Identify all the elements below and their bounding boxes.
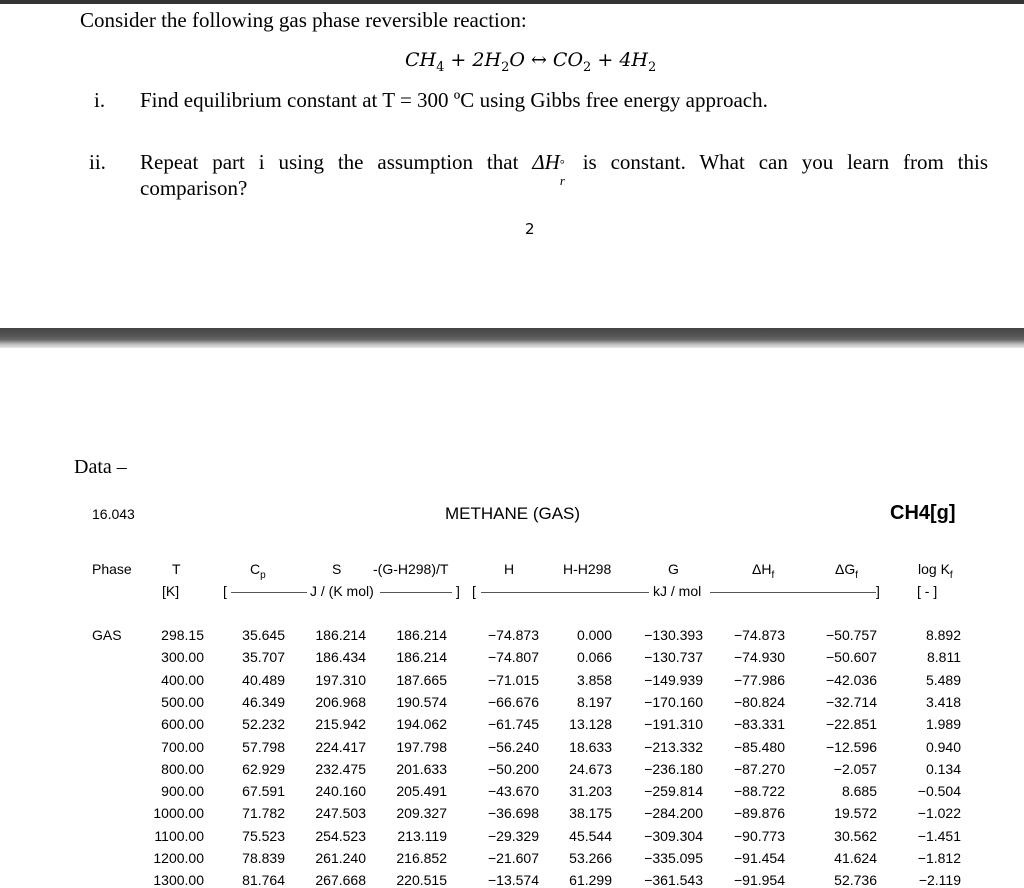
table-cell-g: −236.180: [644, 760, 703, 777]
col-header-t: T: [172, 561, 181, 577]
col-header-dhf: $\Delta H_f$: [752, 561, 775, 581]
table-cell-dgf: −22.851: [826, 716, 877, 733]
table-cell-cp: 52.232: [242, 716, 285, 733]
table-cell-dhf: −85.480: [734, 738, 785, 755]
unit-logk: [ - ]: [917, 583, 938, 599]
table-cell-s: 247.503: [315, 805, 366, 822]
table-cell-dhf: −80.824: [734, 693, 785, 710]
table-cell-dhf: −77.986: [734, 671, 785, 688]
part-i-text: Find equilibrium constant at T = 300 ºC using Gibbs free energy approach.: [140, 88, 768, 112]
table-cell-h: −50.200: [488, 760, 539, 777]
table-cell-logk: −1.022: [917, 805, 961, 822]
table-cell-g: −335.095: [644, 850, 703, 866]
col-header-dgf: $\Delta G_f$: [835, 561, 859, 581]
table-cell-t: 1200.00: [153, 850, 204, 866]
table-cell-dgf: 19.572: [834, 805, 877, 822]
molar-mass: 16.043: [92, 506, 135, 522]
table-cell-h-h298: 8.197: [576, 693, 612, 710]
part-ii-text-line2: comparison?: [140, 176, 248, 200]
table-cell-s: 197.310: [315, 671, 366, 688]
table-cell-t: 298.15: [161, 627, 204, 643]
table-cell-cp: 62.929: [242, 760, 285, 777]
table-cell-logk: −1.451: [917, 827, 961, 844]
table-cell-dgf: −12.596: [826, 738, 877, 755]
table-cell-t: 800.00: [161, 760, 204, 777]
table-cell-logk: 5.489: [925, 671, 961, 688]
col-header-h-h298: H-H298: [563, 561, 612, 577]
table-cell-logk: 1.989: [925, 716, 961, 733]
table-cell-logk: 3.418: [925, 693, 961, 710]
table-cell-dhf: −74.930: [734, 649, 785, 666]
table-cell-dhf: −83.331: [734, 716, 785, 733]
table-cell-dgf: 30.562: [834, 827, 877, 844]
table-cell-g: −259.814: [644, 783, 703, 800]
table-cell-gfunc: 213.119: [397, 827, 447, 844]
table-cell-t: 400.00: [161, 671, 204, 688]
table-cell-g: −284.200: [644, 805, 703, 822]
table-cell-dgf: 8.685: [841, 783, 877, 800]
table-cell-g: −149.939: [644, 671, 703, 688]
col-header-cp: $C_p$: [250, 561, 266, 581]
table-cell-h: −74.873: [488, 627, 539, 643]
table-cell-cp: 40.489: [242, 671, 285, 688]
table-cell-t: 1300.00: [153, 872, 204, 888]
table-cell-t: 1000.00: [153, 805, 204, 822]
phase-header: Phase: [92, 561, 132, 577]
table-cell-cp: 71.782: [242, 805, 285, 822]
table-cell-s: 224.417: [315, 738, 366, 755]
table-cell-dgf: −42.036: [826, 671, 877, 688]
table-cell-gfunc: 209.327: [396, 805, 447, 822]
table-cell-gfunc: 205.491: [396, 783, 447, 800]
table-cell-cp: 67.591: [242, 783, 285, 800]
table-cell-dgf: 41.624: [834, 850, 877, 866]
table-cell-cp: 75.523: [242, 827, 285, 844]
table-cell-logk: −0.504: [917, 783, 961, 800]
table-cell-g: −309.304: [644, 827, 703, 844]
table-cell-gfunc: 201.633: [396, 760, 447, 777]
table-cell-h-h298: 24.673: [569, 760, 612, 777]
table-cell-g: −130.737: [644, 649, 703, 666]
table-cell-g: −191.310: [644, 716, 703, 733]
table-cell-h-h298: 0.000: [576, 627, 612, 643]
table-cell-s: 261.240: [315, 850, 366, 866]
table-cell-logk: −2.119: [918, 872, 961, 888]
table-cell-logk: 0.134: [925, 760, 961, 777]
table-cell-h: −56.240: [488, 738, 539, 755]
table-cell-s: 232.475: [315, 760, 366, 777]
part-ii-text-line1: Repeat part i using the assumption that ΔH ° r is constant. What can you learn from this: [140, 150, 989, 188]
table-cell-h: −36.698: [488, 805, 539, 822]
substance-formula: CH4[g]: [890, 502, 956, 524]
table-cell-h: −74.807: [488, 649, 539, 666]
table-cell-gfunc: 186.214: [396, 627, 447, 643]
unit-energy: kJ / mol: [653, 583, 702, 599]
table-cell-cp: 35.645: [242, 627, 285, 643]
table-cell-logk: 8.811: [927, 649, 961, 666]
table-cell-dgf: −2.057: [833, 760, 877, 777]
table-cell-g: −130.393: [644, 627, 703, 643]
table-cell-h-h298: 45.544: [569, 827, 612, 844]
part-ii-label: ii.: [89, 150, 106, 174]
table-cell-gfunc: 190.574: [396, 693, 447, 710]
table-cell-cp: 57.798: [242, 738, 285, 755]
table-cell-h: −21.607: [488, 850, 539, 866]
col-header-h: H: [504, 561, 515, 577]
problem-page: [0, 4, 1024, 328]
part-i-label: i.: [94, 88, 106, 112]
table-cell-t: 300.00: [161, 649, 204, 666]
table-cell-gfunc: 187.665: [396, 671, 447, 688]
table-cell-s: 254.523: [315, 827, 366, 844]
table-cell-gfunc: 220.515: [396, 872, 447, 888]
table-cell-h-h298: 0.066: [576, 649, 612, 666]
unit-rule: [710, 592, 876, 593]
table-cell-t: 700.00: [161, 738, 204, 755]
phase-value: GAS: [92, 627, 122, 643]
table-cell-dgf: −50.757: [826, 627, 877, 643]
unit-entropy: J / (K mol): [310, 583, 374, 599]
table-cell-h-h298: 13.128: [569, 716, 612, 733]
table-cell-cp: 78.839: [242, 850, 285, 866]
table-cell-h: −29.329: [488, 827, 539, 844]
table-cell-dgf: −32.714: [826, 693, 877, 710]
unit-rule: [231, 592, 307, 593]
table-cell-t: 600.00: [161, 716, 204, 733]
col-header-s: S: [332, 561, 342, 577]
table-cell-h: −13.574: [488, 872, 539, 888]
table-cell-dgf: 52.736: [834, 872, 877, 888]
table-cell-h-h298: 31.203: [569, 783, 612, 800]
table-cell-t: 900.00: [161, 783, 204, 800]
table-cell-s: 240.160: [315, 783, 366, 800]
table-cell-dhf: −74.873: [734, 627, 785, 643]
table-cell-g: −213.332: [644, 738, 703, 755]
table-cell-t: 500.00: [161, 693, 204, 710]
col-header-gfunc: -(G-H298)/T: [373, 561, 449, 577]
table-cell-s: 186.434: [315, 649, 366, 666]
table-cell-g: −361.543: [644, 872, 703, 888]
col-header-logk: $\log K_f$: [918, 561, 953, 581]
unit-rule: [380, 592, 452, 593]
table-cell-logk: 0.940: [925, 738, 961, 755]
intro-text: Consider the following gas phase reversible reaction:: [80, 8, 527, 32]
table-cell-h-h298: 61.299: [569, 872, 612, 888]
unit-t: [K]: [162, 583, 180, 599]
reaction-equation: $CH_4 + 2H_2O$ ↔ $CO_2 + 4H_2$: [405, 49, 657, 75]
table-cell-cp: 81.764: [242, 872, 285, 888]
col-header-g: G: [668, 561, 679, 577]
bracket-right-2: ]: [876, 583, 880, 599]
bracket-left-1: [: [223, 583, 227, 599]
table-cell-h: −71.015: [488, 671, 539, 688]
page-number: 2: [525, 220, 535, 238]
substance-title: METHANE (GAS): [445, 504, 581, 523]
table-cell-dhf: −91.454: [734, 850, 785, 866]
table-cell-s: 206.968: [315, 693, 366, 710]
table-cell-dhf: −91.954: [734, 872, 785, 888]
bracket-right-1: ]: [456, 583, 460, 599]
table-cell-h-h298: 53.266: [569, 850, 612, 866]
table-cell-h-h298: 3.858: [576, 671, 612, 688]
table-cell-dhf: −89.876: [734, 805, 785, 822]
table-cell-logk: 8.892: [925, 627, 961, 643]
table-cell-cp: 35.707: [242, 649, 285, 666]
table-cell-h-h298: 18.633: [569, 738, 612, 755]
page-separator: [0, 328, 1024, 348]
table-cell-dhf: −90.773: [734, 827, 785, 844]
table-cell-dgf: −50.607: [826, 649, 877, 666]
table-cell-gfunc: 194.062: [396, 716, 447, 733]
table-cell-h-h298: 38.175: [569, 805, 612, 822]
table-cell-h: −61.745: [488, 716, 539, 733]
table-cell-h: −43.670: [488, 783, 539, 800]
table-cell-s: 267.668: [315, 872, 366, 888]
table-cell-cp: 46.349: [242, 693, 285, 710]
table-cell-g: −170.160: [644, 693, 703, 710]
data-label: Data –: [74, 456, 127, 478]
table-cell-t: 1100.00: [154, 827, 204, 844]
table-cell-gfunc: 186.214: [396, 649, 447, 666]
unit-rule: [481, 592, 649, 593]
table-cell-logk: −1.812: [917, 850, 961, 866]
table-cell-s: 215.942: [315, 716, 366, 733]
table-cell-gfunc: 197.798: [396, 738, 447, 755]
table-cell-dhf: −87.270: [734, 760, 785, 777]
table-cell-dhf: −88.722: [734, 783, 785, 800]
bracket-left-2: [: [472, 583, 476, 599]
table-cell-s: 186.214: [315, 627, 366, 643]
table-cell-gfunc: 216.852: [396, 850, 447, 866]
table-cell-h: −66.676: [488, 693, 539, 710]
